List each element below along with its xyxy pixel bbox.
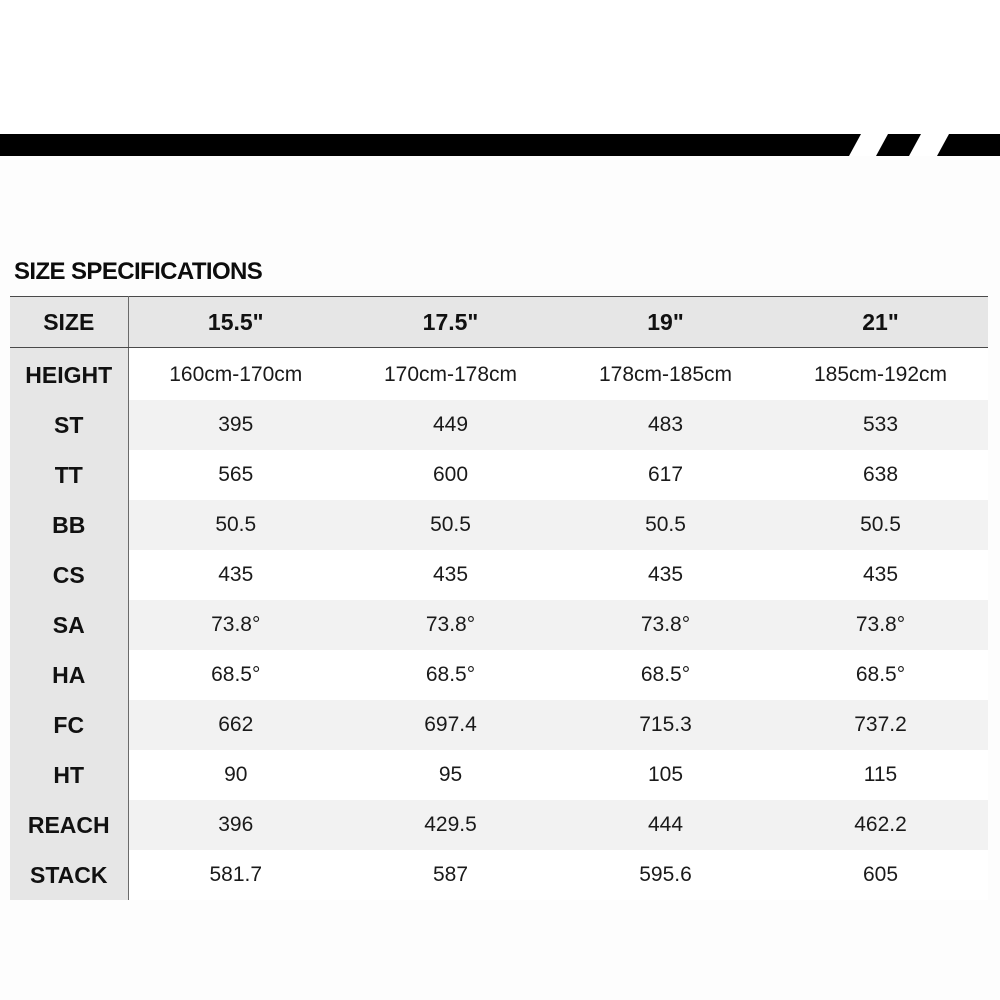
table-row xyxy=(10,600,988,650)
size-header-cell: 19" xyxy=(558,297,773,348)
table-row xyxy=(10,700,988,750)
value-cell: 95 xyxy=(343,750,558,800)
table-row xyxy=(10,800,988,850)
value-cell: 462.2 xyxy=(773,800,988,850)
value-cell: 68.5° xyxy=(343,650,558,700)
value-cell: 160cm-170cm xyxy=(128,348,343,401)
value-cell: 68.5° xyxy=(558,650,773,700)
table-row xyxy=(10,850,988,900)
row-label-cell: REACH xyxy=(10,800,128,850)
value-cell: 435 xyxy=(343,550,558,600)
value-cell: 638 xyxy=(773,450,988,500)
value-cell: 178cm-185cm xyxy=(558,348,773,401)
value-cell: 435 xyxy=(773,550,988,600)
value-cell: 715.3 xyxy=(558,700,773,750)
value-cell: 483 xyxy=(558,400,773,450)
value-cell: 73.8° xyxy=(343,600,558,650)
value-cell: 73.8° xyxy=(773,600,988,650)
value-cell: 73.8° xyxy=(128,600,343,650)
value-cell: 90 xyxy=(128,750,343,800)
value-cell: 396 xyxy=(128,800,343,850)
size-header-cell: 17.5" xyxy=(343,297,558,348)
row-label-cell: HT xyxy=(10,750,128,800)
table-row xyxy=(10,400,988,450)
row-label-cell: SA xyxy=(10,600,128,650)
value-cell: 595.6 xyxy=(558,850,773,900)
row-label-cell: FC xyxy=(10,700,128,750)
value-cell: 617 xyxy=(558,450,773,500)
row-label-cell: ST xyxy=(10,400,128,450)
value-cell: 50.5 xyxy=(773,500,988,550)
value-cell: 115 xyxy=(773,750,988,800)
value-cell: 105 xyxy=(558,750,773,800)
value-cell: 429.5 xyxy=(343,800,558,850)
row-label-cell: HEIGHT xyxy=(10,348,128,401)
row-label-cell: HA xyxy=(10,650,128,700)
banner-stripes-graphic xyxy=(0,134,1000,156)
table-row xyxy=(10,750,988,800)
size-spec-table xyxy=(10,296,988,900)
top-blank-area xyxy=(0,0,1000,134)
row-label-cell: BB xyxy=(10,500,128,550)
corner-header-cell: SIZE xyxy=(10,297,128,348)
row-label-cell: CS xyxy=(10,550,128,600)
value-cell: 50.5 xyxy=(343,500,558,550)
value-cell: 600 xyxy=(343,450,558,500)
value-cell: 68.5° xyxy=(773,650,988,700)
value-cell: 395 xyxy=(128,400,343,450)
value-cell: 50.5 xyxy=(558,500,773,550)
value-cell: 185cm-192cm xyxy=(773,348,988,401)
table-row xyxy=(10,450,988,500)
table-row xyxy=(10,348,988,401)
value-cell: 587 xyxy=(343,850,558,900)
value-cell: 533 xyxy=(773,400,988,450)
table-header-row xyxy=(10,297,988,348)
value-cell: 68.5° xyxy=(128,650,343,700)
size-header-cell: 15.5" xyxy=(128,297,343,348)
table-row xyxy=(10,650,988,700)
table-row xyxy=(10,550,988,600)
value-cell: 449 xyxy=(343,400,558,450)
header-banner xyxy=(0,134,1000,156)
value-cell: 435 xyxy=(128,550,343,600)
value-cell: 737.2 xyxy=(773,700,988,750)
value-cell: 565 xyxy=(128,450,343,500)
value-cell: 444 xyxy=(558,800,773,850)
value-cell: 435 xyxy=(558,550,773,600)
value-cell: 662 xyxy=(128,700,343,750)
value-cell: 581.7 xyxy=(128,850,343,900)
value-cell: 697.4 xyxy=(343,700,558,750)
row-label-cell: TT xyxy=(10,450,128,500)
value-cell: 73.8° xyxy=(558,600,773,650)
value-cell: 50.5 xyxy=(128,500,343,550)
row-label-cell: STACK xyxy=(10,850,128,900)
section-title: SIZE SPECIFICATIONS xyxy=(14,258,263,285)
value-cell: 170cm-178cm xyxy=(343,348,558,401)
size-header-cell: 21" xyxy=(773,297,988,348)
value-cell: 605 xyxy=(773,850,988,900)
table-row xyxy=(10,500,988,550)
